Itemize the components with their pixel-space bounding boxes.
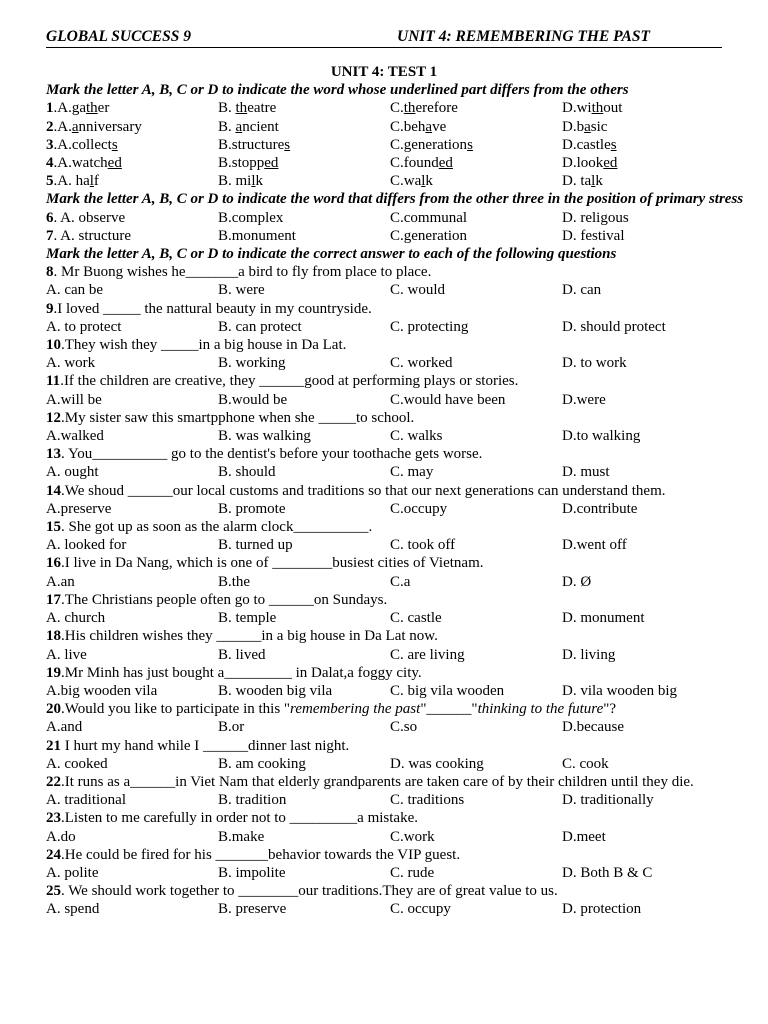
option-text-pre: D.wi	[562, 100, 592, 117]
option: B. promote	[218, 500, 286, 517]
underlined-part: th	[86, 100, 98, 117]
stem-italic: remembering the past	[290, 701, 421, 718]
option-text-pre: D.castle	[562, 136, 611, 153]
option: A.preserve	[46, 500, 112, 517]
option: D. must	[562, 464, 610, 481]
options-row	[46, 718, 722, 736]
option	[46, 118, 218, 136]
stem-text: .If the children are creative, they ______good at performing plays or stories.	[60, 373, 519, 390]
question-stem	[46, 263, 722, 281]
question-stem	[46, 445, 722, 463]
header-course: GLOBAL SUCCESS 9	[46, 28, 191, 45]
underlined-part: a	[584, 118, 591, 135]
option-text-post: ve	[432, 118, 447, 135]
section3-questions	[46, 263, 722, 918]
option: C. worked	[390, 355, 453, 372]
option: C. may	[390, 464, 434, 481]
underlined-part: l	[591, 173, 596, 190]
question-stem	[46, 409, 722, 427]
underlined-part: th	[403, 100, 416, 117]
option	[390, 136, 562, 154]
option	[218, 154, 390, 172]
stem-text: .Listen to me carefully in order not to _________a mistake.	[61, 810, 418, 827]
option-text-pre: C.generation	[390, 136, 468, 153]
option: D. Ø	[562, 573, 592, 590]
header-unit: UNIT 4: REMEMBERING THE PAST	[397, 28, 650, 45]
option-text-post: f	[93, 173, 99, 190]
question-number: 2	[46, 118, 54, 135]
options-row	[46, 354, 722, 372]
option: C. protecting	[390, 318, 469, 335]
question-number: 18	[46, 628, 61, 645]
option-text: . A. structure	[53, 227, 131, 244]
options-row	[46, 318, 722, 336]
option-text-pre: .A.ga	[53, 100, 86, 117]
stem-text: .Would you like to participate in this "	[61, 701, 291, 718]
option-text-pre: C.	[390, 100, 404, 117]
option: D. protection	[562, 901, 642, 918]
stem-text: . You__________ go to the dentist's before your toothache gets worse.	[61, 446, 483, 463]
option: C.occupy	[390, 500, 448, 517]
section1-instruction: Mark the letter A, B, C or D to indicate the word whose underlined part differs from the others	[46, 82, 629, 99]
underlined-part: a	[425, 118, 433, 135]
option: C. are living	[390, 646, 465, 663]
option: A.will be	[46, 391, 102, 408]
options-row	[46, 536, 722, 554]
option: D. was cooking	[390, 755, 484, 772]
options-row	[46, 682, 722, 700]
option: C. rude	[390, 864, 435, 881]
underlined-part: s	[610, 136, 617, 153]
option: B. am cooking	[218, 755, 306, 772]
option	[218, 136, 390, 154]
option: B. lived	[218, 646, 266, 663]
option: C.generation	[390, 227, 468, 244]
options-row	[46, 900, 722, 918]
option	[46, 172, 218, 190]
option: D. can	[562, 282, 602, 299]
option-text-post: ncient	[242, 118, 279, 135]
options-row	[46, 573, 722, 591]
option-text-post: k	[255, 173, 264, 190]
question-number: 9	[46, 300, 54, 317]
option: C. traditions	[390, 792, 465, 809]
option-text: . A. observe	[53, 209, 126, 226]
stem-text: . She got up as soon as the alarm clock__________.	[61, 519, 373, 536]
underlined-part: s	[284, 136, 291, 153]
options-row	[46, 755, 722, 773]
underlined-part: ed	[107, 155, 122, 172]
stem-text: . We should work together to ________our traditions.They are of great value to us.	[61, 883, 558, 900]
option	[46, 154, 218, 172]
options-row	[46, 500, 722, 518]
option	[218, 99, 390, 117]
question-number: 14	[46, 482, 61, 499]
option: B.the	[218, 573, 251, 590]
option	[218, 118, 390, 136]
option	[46, 227, 218, 245]
option: B. turned up	[218, 537, 293, 554]
option: D.because	[562, 719, 625, 736]
option-text-pre: .A.collect	[53, 136, 112, 153]
section3-instruction: Mark the letter A, B, C or D to indicate the correct answer to each of the following questions	[46, 246, 617, 263]
question-number: 11	[46, 373, 61, 390]
question-row	[46, 99, 722, 117]
stem-text: I hurt my hand while I ______dinner last night.	[61, 737, 350, 754]
underlined-part: a	[235, 118, 243, 135]
option: B. wooden big vila	[218, 682, 333, 699]
option: D.to walking	[562, 428, 641, 445]
question-number: 19	[46, 664, 61, 681]
option-text-pre: D.b	[562, 118, 585, 135]
stem-text: .It runs as a______in Viet Nam that elderly grandparents are taken care of by their children until they die.	[61, 773, 694, 790]
underlined-part: l	[89, 173, 94, 190]
underlined-part: ed	[438, 155, 453, 172]
question-number: 8	[46, 264, 54, 281]
option: A.walked	[46, 428, 104, 445]
option: D. traditionally	[562, 792, 654, 809]
option-text-pre: .A. ha	[53, 173, 90, 190]
question-stem	[46, 737, 722, 755]
option: A. live	[46, 646, 87, 663]
question-number: 23	[46, 810, 61, 827]
option: A. looked for	[46, 537, 127, 554]
option-text-post: er	[97, 100, 110, 117]
stem-text: .His children wishes they ______in a big house in Da Lat now.	[61, 628, 438, 645]
option-text-pre: C.beh	[390, 118, 426, 135]
option	[390, 172, 562, 190]
option	[390, 99, 562, 117]
question-number: 4	[46, 155, 54, 172]
question-number: 17	[46, 591, 61, 608]
option: D.went off	[562, 537, 627, 554]
option-text-post: out	[603, 100, 623, 117]
option: A. polite	[46, 864, 99, 881]
option-text-pre: B.structure	[218, 136, 285, 153]
question-stem	[46, 482, 722, 500]
option: B. should	[218, 464, 276, 481]
section1-items	[46, 99, 722, 190]
question-number: 6	[46, 209, 54, 226]
question-stem	[46, 700, 722, 718]
option	[218, 172, 390, 190]
option: A.and	[46, 719, 83, 736]
option-text-pre: B.	[218, 100, 236, 117]
underlined-part: ed	[264, 155, 279, 172]
option	[562, 172, 722, 190]
stem-text: .I loved _____ the nattural beauty in my countryside.	[53, 300, 372, 317]
stem-text: .He could be fired for his _______behavior towards the VIP guest.	[61, 846, 461, 863]
options-row	[46, 427, 722, 445]
options-row	[46, 646, 722, 664]
option-text-pre: B.stopp	[218, 155, 265, 172]
option: C. would	[390, 282, 446, 299]
option: B.or	[218, 719, 245, 736]
question-row	[46, 172, 722, 190]
option: C. cook	[562, 755, 609, 772]
option: A. spend	[46, 901, 100, 918]
option	[390, 118, 562, 136]
option-text-post: k	[595, 173, 603, 190]
option: D. religous	[562, 209, 629, 226]
option-text-post: k	[425, 173, 433, 190]
option	[46, 136, 218, 154]
question-row	[46, 209, 722, 227]
option: A. to protect	[46, 318, 122, 335]
page-header	[46, 27, 722, 48]
question-number: 5	[46, 173, 54, 190]
underlined-part: s	[467, 136, 473, 153]
test-title: UNIT 4: TEST 1	[330, 64, 438, 80]
option	[562, 99, 722, 117]
underlined-part: th	[235, 100, 248, 117]
option: B.would be	[218, 391, 288, 408]
option-text-post: erefore	[415, 100, 458, 117]
option: D. living	[562, 646, 616, 663]
option: B.complex	[218, 209, 284, 226]
option: A.do	[46, 828, 76, 845]
options-row	[46, 463, 722, 481]
option-text-pre: B.	[218, 118, 236, 135]
option: A.an	[46, 573, 75, 590]
question-number: 7	[46, 227, 54, 244]
option: B.monument	[218, 227, 296, 244]
stem-text: .Mr Minh has just bought a_________ in Dalat,a foggy city.	[61, 664, 422, 681]
option: D. monument	[562, 610, 645, 627]
options-row	[46, 791, 722, 809]
question-number: 25	[46, 883, 61, 900]
question-stem	[46, 773, 722, 791]
question-number: 10	[46, 337, 61, 354]
options-row	[46, 609, 722, 627]
option: C. took off	[390, 537, 456, 554]
option: B. working	[218, 355, 286, 372]
option: A. can be	[46, 282, 104, 299]
option: D. to work	[562, 355, 627, 372]
option	[562, 154, 722, 172]
option: A. cooked	[46, 755, 108, 772]
stem-text: "______"	[420, 701, 478, 718]
option-text-pre: D. ta	[562, 173, 592, 190]
question-stem	[46, 518, 722, 536]
option: C. occupy	[390, 901, 451, 918]
underlined-part: l	[421, 173, 426, 190]
question-stem	[46, 664, 722, 682]
question-stem	[46, 372, 722, 390]
question-stem	[46, 554, 722, 572]
question-stem	[46, 846, 722, 864]
option-text-pre: B. mi	[218, 173, 252, 190]
option	[390, 154, 562, 172]
option: A. work	[46, 355, 96, 372]
section2-items	[46, 209, 722, 245]
stem-text: .I live in Da Nang, which is one of ________busiest cities of Vietnam.	[61, 555, 484, 572]
option: D. should protect	[562, 318, 666, 335]
option: B. temple	[218, 610, 277, 627]
option: D. festival	[562, 227, 625, 244]
option: B. was walking	[218, 428, 311, 445]
option: D. Both B & C	[562, 864, 653, 881]
option: C. castle	[390, 610, 442, 627]
option-text-pre: C.found	[390, 155, 439, 172]
question-number: 24	[46, 846, 61, 863]
option: B. were	[218, 282, 265, 299]
option	[562, 118, 722, 136]
question-stem	[46, 300, 722, 318]
question-row	[46, 154, 722, 172]
question-stem	[46, 336, 722, 354]
options-row	[46, 828, 722, 846]
question-row	[46, 136, 722, 154]
section2-instruction: Mark the letter A, B, C or D to indicate the word that differs from the other three in the position of primary stress	[46, 191, 744, 208]
option-text-post: eatre	[247, 100, 277, 117]
option: A. traditional	[46, 792, 126, 809]
option: B. tradition	[218, 792, 287, 809]
underlined-part: a	[71, 118, 79, 135]
option: A. church	[46, 610, 106, 627]
option-text-post: nniversary	[78, 118, 142, 135]
option: B. preserve	[218, 901, 287, 918]
question-row	[46, 118, 722, 136]
test-content	[46, 63, 744, 919]
options-row	[46, 391, 722, 409]
question-number: 13	[46, 446, 61, 463]
question-number: 12	[46, 409, 61, 426]
question-number: 3	[46, 136, 54, 153]
stem-text: .They wish they _____in a big house in Da Lat.	[61, 337, 347, 354]
question-number: 15	[46, 519, 61, 536]
question-number: 16	[46, 555, 61, 572]
option: D. vila wooden big	[562, 682, 677, 699]
stem-italic: thinking to the future	[477, 701, 604, 718]
option: D.meet	[562, 828, 606, 845]
question-row	[46, 227, 722, 245]
question-number: 20	[46, 701, 61, 718]
question-stem	[46, 591, 722, 609]
option: C.so	[390, 719, 418, 736]
option-text-pre: .A.	[53, 118, 72, 135]
option: C. big vila wooden	[390, 682, 505, 699]
option: C.communal	[390, 209, 468, 226]
question-number: 21	[46, 737, 61, 754]
option: A. ought	[46, 464, 99, 481]
underlined-part: th	[591, 100, 604, 117]
question-stem	[46, 627, 722, 645]
option	[46, 209, 218, 227]
question-stem	[46, 809, 722, 827]
question-stem	[46, 882, 722, 900]
option: C. walks	[390, 428, 443, 445]
question-number: 22	[46, 773, 61, 790]
stem-text: . Mr Buong wishes he_______a bird to fly from place to place.	[53, 264, 432, 281]
options-row	[46, 864, 722, 882]
option: B. impolite	[218, 864, 286, 881]
option-text-pre: D.look	[562, 155, 604, 172]
option: C.work	[390, 828, 435, 845]
underlined-part: ed	[603, 155, 618, 172]
option	[46, 99, 218, 117]
option	[562, 136, 722, 154]
option: B. can protect	[218, 318, 302, 335]
option: C.would have been	[390, 391, 506, 408]
stem-text: .My sister saw this smartpphone when she _____to school.	[61, 409, 415, 426]
option-text-pre: .A.watch	[53, 155, 108, 172]
underlined-part: l	[251, 173, 256, 190]
option-text-pre: C.wa	[390, 173, 422, 190]
option: B.make	[218, 828, 265, 845]
option: D.contribute	[562, 500, 638, 517]
question-number: 1	[46, 100, 54, 117]
option-text-post: sic	[590, 118, 608, 135]
stem-text: .The Christians people often go to ______on Sundays.	[61, 591, 388, 608]
stem-text: .We shoud ______our local customs and traditions so that our next generations can understand them.	[61, 482, 666, 499]
underlined-part: s	[111, 136, 118, 153]
options-row	[46, 281, 722, 299]
stem-text: "?	[603, 701, 617, 718]
option: A.big wooden vila	[46, 682, 158, 699]
option: D.were	[562, 391, 606, 408]
option: C.a	[390, 573, 411, 590]
